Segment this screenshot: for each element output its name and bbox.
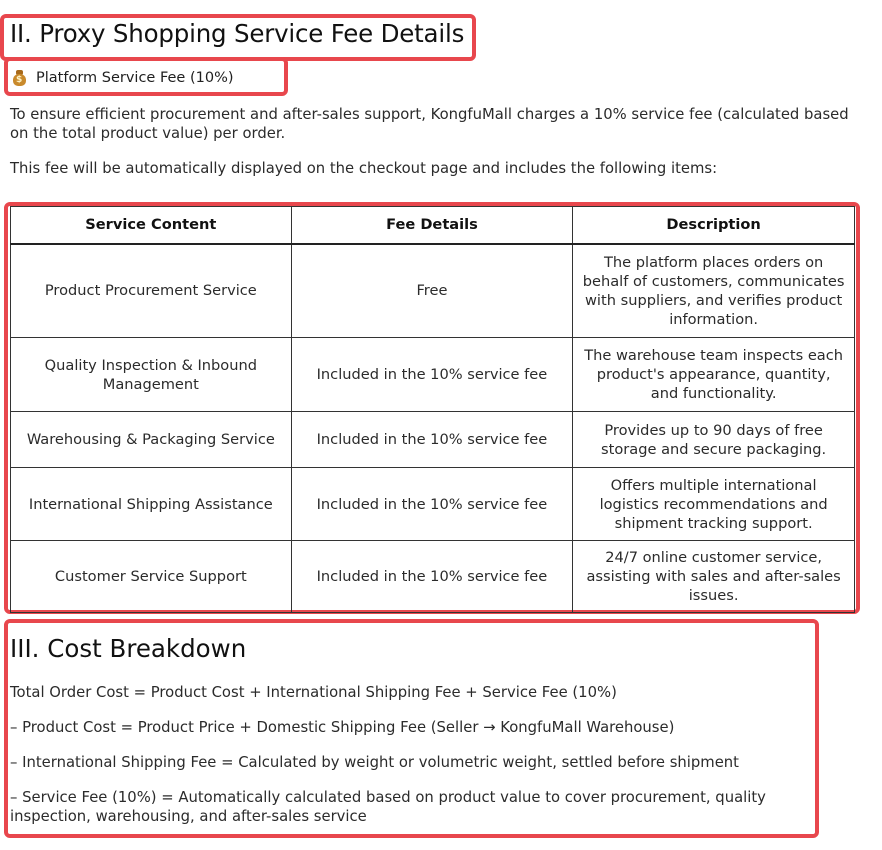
table-cell: Included in the 10% service fee [291, 541, 573, 613]
cost-formula-product: – Product Cost = Product Price + Domestic Shipping Fee (Seller → KongfuMall Warehouse) [10, 719, 675, 736]
column-header-service-content: Service Content [11, 207, 292, 244]
table-cell: Included in the 10% service fee [291, 338, 573, 412]
table-cell: Product Procurement Service [11, 244, 292, 338]
table-cell: Included in the 10% service fee [291, 468, 573, 541]
table-row [11, 412, 855, 468]
table-row [11, 541, 855, 613]
checkout-note-paragraph: This fee will be automatically displayed on the checkout page and includes the following items: [10, 160, 718, 177]
fee-table [10, 206, 855, 613]
table-row [11, 244, 855, 338]
cost-formula-service-fee: – Service Fee (10%) = Automatically calculated based on product value to cover procurement, quality inspection, warehousing, and after-sales service [10, 789, 766, 825]
table-cell: Warehousing & Packaging Service [11, 412, 292, 468]
table-cell: International Shipping Assistance [11, 468, 292, 541]
money-bag-icon: $ [12, 69, 27, 86]
column-header-description: Description [573, 207, 855, 244]
cost-formula-shipping: – International Shipping Fee = Calculated by weight or volumetric weight, settled before shipment [10, 754, 739, 771]
table-cell: Offers multiple international logistics recommendations and shipment tracking support. [573, 468, 855, 541]
table-row [11, 338, 855, 412]
table-cell: The platform places orders on behalf of customers, communicates with suppliers, and verifies product information. [573, 244, 855, 338]
table-cell: The warehouse team inspects each product's appearance, quantity, and functionality. [573, 338, 855, 412]
table-cell: Included in the 10% service fee [291, 412, 573, 468]
table-row [11, 468, 855, 541]
table-cell: Quality Inspection & Inbound Management [11, 338, 292, 412]
table-cell: Provides up to 90 days of free storage and secure packaging. [573, 412, 855, 468]
table-cell: Customer Service Support [11, 541, 292, 613]
table-cell: Free [291, 244, 573, 338]
section-title-fee-details: II. Proxy Shopping Service Fee Details [10, 19, 465, 48]
cost-formula-total: Total Order Cost = Product Cost + International Shipping Fee + Service Fee (10%) [10, 684, 617, 701]
subsection-heading-text: Platform Service Fee (10%) [36, 69, 234, 86]
table-cell: 24/7 online customer service, assisting with sales and after-sales issues. [573, 541, 855, 613]
column-header-fee-details: Fee Details [291, 207, 573, 244]
table-header-row [11, 207, 855, 244]
section-title-cost-breakdown: III. Cost Breakdown [10, 634, 247, 663]
intro-paragraph: To ensure efficient procurement and after-sales support, KongfuMall charges a 10% service fee (calculated based on the total product value) per order. [10, 106, 849, 142]
subsection-heading [12, 69, 234, 86]
